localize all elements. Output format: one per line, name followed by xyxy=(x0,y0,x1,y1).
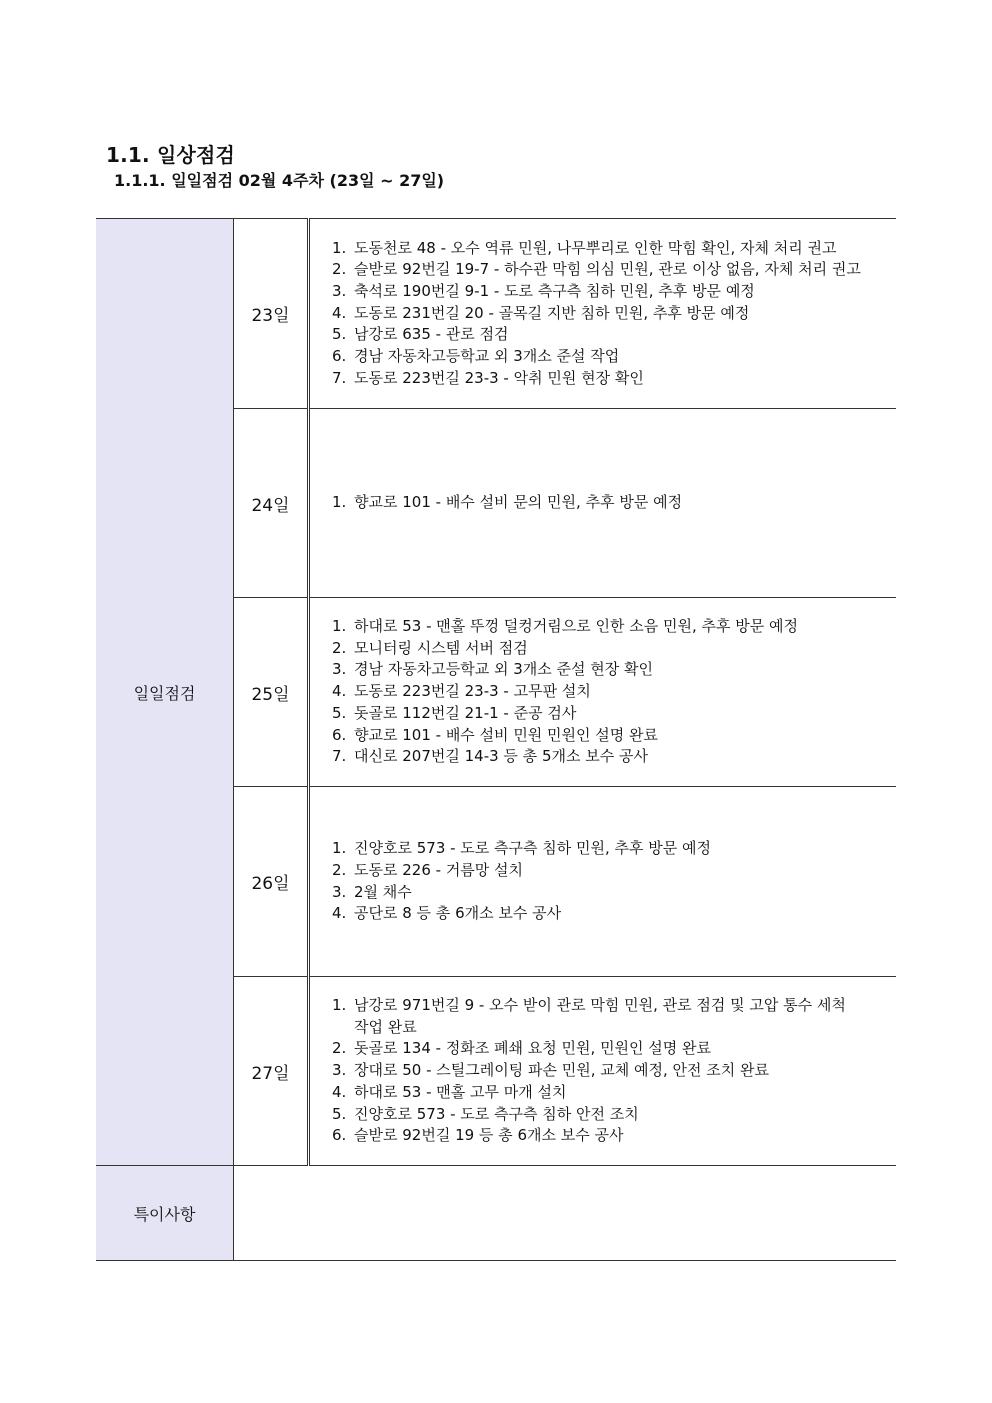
task-item xyxy=(332,616,896,638)
section-heading: 1.1. 일상점검 xyxy=(106,143,236,167)
task-text: 향교로 101 - 배수 설비 문의 민원, 추후 방문 예정 xyxy=(354,493,683,512)
task-number: 6. xyxy=(332,347,347,366)
task-item xyxy=(332,1125,896,1147)
day-items-cell xyxy=(309,977,897,1166)
day-label: 23일 xyxy=(234,219,309,409)
task-text: 공단로 8 등 총 6개소 보수 공사 xyxy=(354,904,562,923)
category-cell: 일일점검 xyxy=(96,219,234,1166)
daily-inspection-table xyxy=(96,218,896,1261)
task-number: 3. xyxy=(332,660,347,679)
task-number: 1. xyxy=(332,996,347,1015)
task-list xyxy=(332,616,896,768)
task-number: 3. xyxy=(332,1061,347,1080)
task-number: 2. xyxy=(332,860,347,879)
task-text: 경남 자동차고등학교 외 3개소 준설 현장 확인 xyxy=(354,660,653,679)
task-number: 5. xyxy=(332,1104,347,1123)
day-label: 26일 xyxy=(234,787,309,977)
notes-row xyxy=(96,1166,896,1261)
task-number: 3. xyxy=(332,882,347,901)
task-text: 남강로 971번길 9 - 오수 받이 관로 막힘 민원, 관로 점검 및 고압 통수 세척 작업 완료 xyxy=(354,996,846,1036)
task-list xyxy=(332,995,896,1147)
task-number: 5. xyxy=(332,703,347,722)
task-number: 7. xyxy=(332,747,347,766)
day-label: 24일 xyxy=(234,409,309,598)
task-item xyxy=(332,659,896,681)
task-number: 7. xyxy=(332,368,347,387)
task-item xyxy=(332,746,896,768)
task-text: 모니터링 시스템 서버 점검 xyxy=(354,638,528,657)
task-text: 향교로 101 - 배수 설비 민원 민원인 설명 완료 xyxy=(354,725,659,744)
task-text: 진양호로 573 - 도로 측구측 침하 민원, 추후 방문 예정 xyxy=(354,839,712,858)
task-number: 1. xyxy=(332,493,347,512)
task-item xyxy=(332,259,896,281)
task-item xyxy=(332,882,896,904)
day-items-cell xyxy=(309,219,897,409)
task-list xyxy=(332,838,896,925)
task-text: 하대로 53 - 맨홀 뚜껑 덜컹거림으로 인한 소음 민원, 추후 방문 예정 xyxy=(354,617,798,636)
task-text: 장대로 50 - 스틸그레이팅 파손 민원, 교체 예정, 안전 조치 완료 xyxy=(354,1061,769,1080)
day-label: 25일 xyxy=(234,598,309,787)
task-text: 슬받로 92번길 19-7 - 하수관 막힘 의심 민원, 관로 이상 없음, 자체 처리 권고 xyxy=(354,260,861,279)
task-number: 4. xyxy=(332,904,347,923)
task-item xyxy=(332,281,896,303)
task-number: 6. xyxy=(332,725,347,744)
task-number: 5. xyxy=(332,325,347,344)
task-text: 2월 채수 xyxy=(354,882,412,901)
task-text: 도동천로 48 - 오수 역류 민원, 나무뿌리로 인한 막힘 확인, 자체 처리 권고 xyxy=(354,238,837,257)
subsection-heading: 1.1.1. 일일점검 02월 4주차 (23일 ~ 27일) xyxy=(114,171,445,190)
task-item xyxy=(332,995,896,1038)
task-text: 축석로 190번길 9-1 - 도로 측구측 침하 민원, 추후 방문 예정 xyxy=(354,281,755,300)
task-number: 1. xyxy=(332,238,347,257)
task-number: 2. xyxy=(332,638,347,657)
task-text: 대신로 207번길 14-3 등 총 5개소 보수 공사 xyxy=(354,747,648,766)
task-item xyxy=(332,725,896,747)
task-list xyxy=(332,238,896,390)
day-items-cell xyxy=(309,598,897,787)
task-number: 1. xyxy=(332,617,347,636)
task-text: 도동로 223번길 23-3 - 고무판 설치 xyxy=(354,682,591,701)
task-text: 경남 자동차고등학교 외 3개소 준설 작업 xyxy=(354,347,620,366)
day-items-cell xyxy=(309,787,897,977)
task-text: 남강로 635 - 관로 점검 xyxy=(354,325,509,344)
task-item xyxy=(332,838,896,860)
task-number: 6. xyxy=(332,1126,347,1145)
task-text: 돗골로 134 - 정화조 폐쇄 요청 민원, 민원인 설명 완료 xyxy=(354,1039,712,1058)
task-text: 슬받로 92번길 19 등 총 6개소 보수 공사 xyxy=(354,1126,624,1145)
task-number: 4. xyxy=(332,303,347,322)
task-item xyxy=(332,703,896,725)
task-item xyxy=(332,346,896,368)
task-number: 4. xyxy=(332,1082,347,1101)
task-item xyxy=(332,638,896,660)
day-items-cell xyxy=(309,409,897,598)
task-item xyxy=(332,368,896,390)
task-text: 도동로 226 - 거름망 설치 xyxy=(354,860,524,879)
task-item xyxy=(332,681,896,703)
task-item xyxy=(332,238,896,260)
task-item xyxy=(332,903,896,925)
task-list xyxy=(332,492,896,514)
task-number: 2. xyxy=(332,1039,347,1058)
task-item xyxy=(332,1082,896,1104)
notes-label: 특이사항 xyxy=(96,1166,234,1261)
day-row xyxy=(96,219,896,409)
task-text: 진양호로 573 - 도로 측구측 침하 안전 조치 xyxy=(354,1104,639,1123)
task-text: 하대로 53 - 맨홀 고무 마개 설치 xyxy=(354,1082,567,1101)
task-text: 돗골로 112번길 21-1 - 준공 검사 xyxy=(354,703,577,722)
task-text: 도동로 223번길 23-3 - 악취 민원 현장 확인 xyxy=(354,368,644,387)
task-item xyxy=(332,324,896,346)
task-item xyxy=(332,1060,896,1082)
task-item xyxy=(332,1038,896,1060)
task-item xyxy=(332,303,896,325)
day-label: 27일 xyxy=(234,977,309,1166)
task-text: 도동로 231번길 20 - 골목길 지반 침하 민원, 추후 방문 예정 xyxy=(354,303,750,322)
notes-value xyxy=(234,1166,897,1261)
task-number: 4. xyxy=(332,682,347,701)
task-item xyxy=(332,492,896,514)
task-number: 1. xyxy=(332,839,347,858)
task-number: 3. xyxy=(332,281,347,300)
task-item xyxy=(332,860,896,882)
task-number: 2. xyxy=(332,260,347,279)
task-item xyxy=(332,1104,896,1126)
